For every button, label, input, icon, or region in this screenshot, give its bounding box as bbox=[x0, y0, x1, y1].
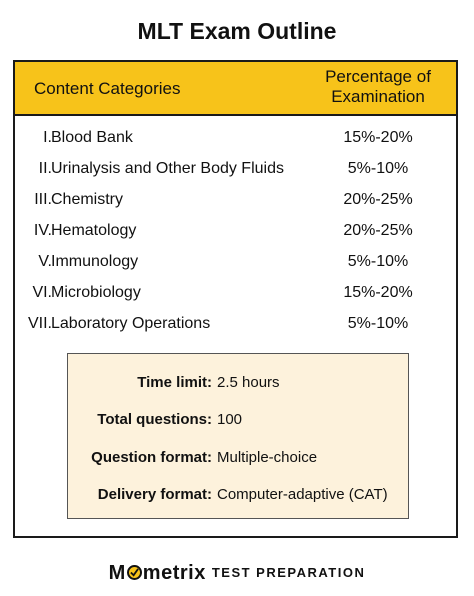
info-value: 2.5 hours bbox=[217, 374, 280, 391]
logo-text-end: metrix bbox=[142, 562, 206, 584]
row-number: VII. bbox=[27, 315, 52, 332]
row-category: Hematology bbox=[51, 222, 137, 239]
row-category: Blood Bank bbox=[51, 129, 133, 146]
row-category: Chemistry bbox=[51, 191, 124, 208]
header-percentage-line1: Percentage of bbox=[325, 67, 431, 86]
mometrix-logo bbox=[109, 562, 206, 584]
header-percentage-line2: Examination bbox=[331, 87, 425, 106]
info-row-question-format bbox=[68, 449, 408, 469]
row-category: Laboratory Operations bbox=[51, 315, 211, 332]
info-value: Computer-adaptive (CAT) bbox=[217, 486, 388, 503]
exam-outline-card bbox=[13, 60, 458, 538]
row-percentage: 20%-25% bbox=[343, 191, 413, 208]
logo-text-start: M bbox=[108, 562, 126, 584]
row-number: II. bbox=[38, 160, 52, 177]
row-percentage: 20%-25% bbox=[343, 222, 413, 239]
info-label: Time limit: bbox=[137, 374, 212, 391]
table-row bbox=[15, 253, 456, 275]
table-row bbox=[15, 315, 456, 337]
row-number: III. bbox=[34, 191, 52, 208]
row-category: Urinalysis and Other Body Fluids bbox=[51, 160, 284, 177]
footer-tagline: TEST PREPARATION bbox=[211, 565, 366, 580]
info-value: Multiple-choice bbox=[217, 449, 318, 466]
table-header bbox=[15, 62, 456, 116]
table-row bbox=[15, 222, 456, 244]
row-percentage: 15%-20% bbox=[343, 129, 413, 146]
row-percentage: 5%-10% bbox=[347, 253, 409, 270]
exam-details-box bbox=[67, 353, 409, 519]
info-row-time-limit bbox=[68, 374, 408, 394]
info-label: Delivery format: bbox=[97, 486, 212, 503]
row-category: Microbiology bbox=[51, 284, 141, 301]
page-title: MLT Exam Outline bbox=[137, 18, 337, 44]
table-row bbox=[15, 129, 456, 151]
row-percentage: 5%-10% bbox=[347, 315, 409, 332]
row-number: IV. bbox=[33, 222, 52, 239]
footer-brand bbox=[0, 562, 474, 585]
info-label: Question format: bbox=[91, 449, 212, 466]
info-label: Total questions: bbox=[97, 411, 212, 428]
info-row-delivery-format bbox=[68, 486, 408, 506]
checkmark-circle-icon bbox=[127, 565, 142, 580]
table-row bbox=[15, 284, 456, 306]
info-row-total-questions bbox=[68, 411, 408, 431]
info-value: 100 bbox=[217, 411, 243, 428]
row-number: V. bbox=[38, 253, 52, 270]
header-content-categories: Content Categories bbox=[34, 79, 181, 98]
header-percentage bbox=[307, 67, 449, 107]
row-number: VI. bbox=[32, 284, 52, 301]
row-number: I. bbox=[43, 129, 52, 146]
row-percentage: 5%-10% bbox=[347, 160, 409, 177]
row-category: Immunology bbox=[51, 253, 139, 270]
row-percentage: 15%-20% bbox=[343, 284, 413, 301]
table-row bbox=[15, 160, 456, 182]
table-row bbox=[15, 191, 456, 213]
